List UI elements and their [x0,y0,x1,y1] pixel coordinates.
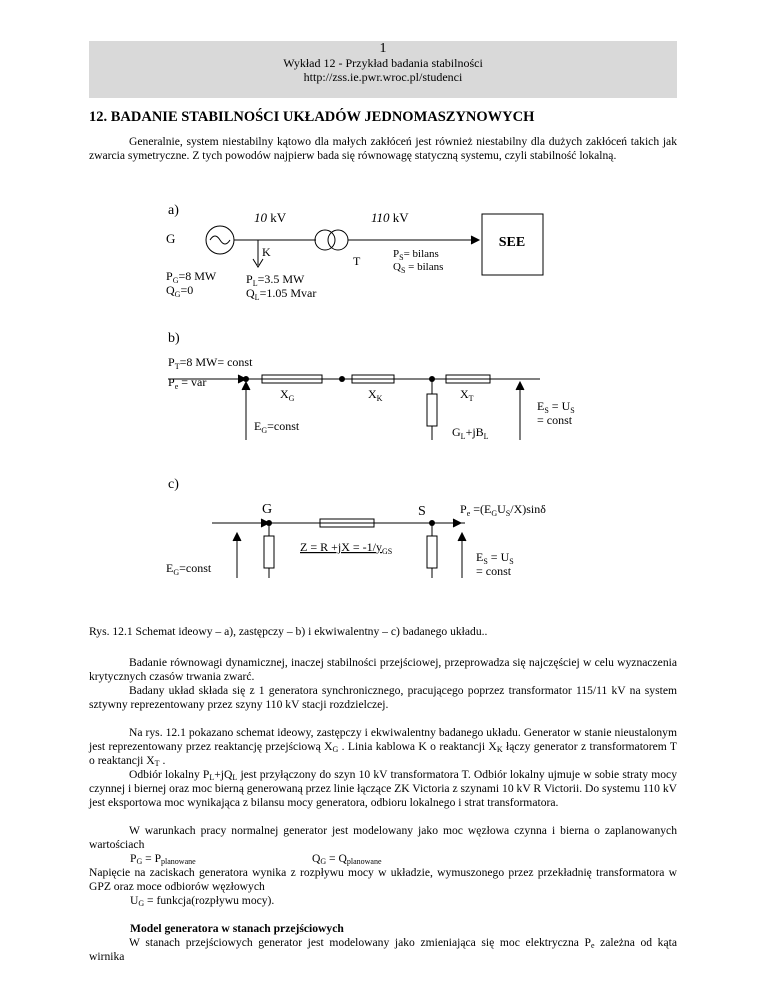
eg-arrow-icon [242,382,250,390]
es-arrow-icon-b [516,382,524,390]
label-g: G [166,231,176,246]
paragraph-5: W warunkach pracy normalnej generator jest modelowany jako moc węzłowa czynna i bierna o zaplanowanych wartościach [89,824,677,851]
label-qs: $Q_S$ = bilans [393,261,444,275]
shunt-g [264,536,274,568]
es-arrow-icon-c [458,533,466,541]
label-see: SEE [498,235,526,250]
figure-a-label: a) [168,203,179,218]
sine-icon [210,236,230,244]
equation-qg: $Q_G = Q_{planowane}$ [312,852,382,866]
label-k: K [262,245,271,259]
label-pe-var: $P_e$ = var [168,375,207,391]
label-qg: $Q_G=0$ [166,283,194,299]
label-t: T [353,254,361,268]
label-es-b: $E_S = U_S$ [537,399,575,415]
header-url: http://zss.ie.pwr.wroc.pl/studenci [303,70,463,84]
figure-a [166,203,543,302]
shunt-gl [427,394,437,426]
paragraph-3: Na rys. 12.1 pokazano schemat ideowy, zastępczy i ekwiwalentny badanego układu. Generator w stanie nieustalonym jest reprezentowany przez reaktancję przejściową $X_G$ . Linia kablowa K o reaktancji $X_K$ łączy generator z transformatorem T o reaktancji $X_T$ . [89,726,677,768]
label-xt: $X_T$ [460,387,474,403]
equation-ug: $U_G$ = funkcja(rozpływu mocy). [130,894,275,908]
paragraph-4: Odbiór lokalny $P_L+jQ_L$ jest przyłączony do szyn 10 kV transformatora T. Odbiór lokalny ujmuje w sobie straty mocy czynnej i biernej oraz moc bierną generowaną przez linie łączące ZK Victoria z szynami 10 kV R Victorii. Do systemu 110 kV jest eksportowa moc wynikająca z bilansu mocy generatora, odbioru lokalnego i strat transformatora. [89,768,677,809]
arrow-to-see-icon [471,236,479,244]
label-pg: $P_G=8$ MW [166,269,217,285]
label-es-b-const: = const [537,413,573,427]
figure-b [168,331,575,441]
node-b1 [339,376,345,382]
figure-caption: Rys. 12.1 Schemat ideowy – a), zastępczy – b) i ekwiwalentny – c) badanego układu.. [89,625,488,638]
label-es-c-const: = const [476,564,512,578]
label-eg-c: $E_G=const$ [166,561,212,577]
label-gl: $G_L+jB_L$ [452,425,489,441]
label-xg: $X_G$ [280,387,295,403]
page-number: 1 [379,41,387,56]
subsection-heading: Model generatora w stanach przejściowych [130,922,344,935]
arrow-c-right-icon [453,519,461,527]
label-ps: $P_S=$ bilans [393,248,439,262]
label-110kv: 110 kV [371,210,409,225]
label-s-c: S [418,504,426,519]
paragraph-7: W stanach przejściowych generator jest modelowany jako zmieniająca się moc elektryczna $P_e$ zależna od kąta wirnika [89,936,677,963]
section-title: 12. BADANIE STABILNOŚCI UKŁADÓW JEDNOMASZYNOWYCH [89,109,535,125]
label-es-c: $E_S = U_S$ [476,550,514,566]
figure-b-label: b) [168,331,180,346]
paragraph-1: Badanie równowagi dynamicznej, inaczej stabilności przejściowej, przeprowadza się najczęściej w celu wyznaczenia krytycznych czasów trwania zwarć. [89,656,677,683]
label-z: $Z = R +jX = -1/y_{GS}$ [300,540,393,556]
paragraph-2: Badany układ składa się z 1 generatora synchronicznego, pracującego poprzez transformator 115/11 kV na system sztywny reprezentowany przez szyny 110 kV stacji rozdzielczej. [89,684,677,711]
shunt-s [427,536,437,568]
label-ql: $Q_L=1.05$ Mvar [246,286,317,302]
transformer-winding-1 [315,230,335,250]
equation-pg: $P_G = P_{planowane}$ [130,852,196,866]
label-xk: $X_K$ [368,387,383,403]
label-pe-formula: $P_e =(E_GU_S/X)\sin\delta$ [460,502,546,518]
label-eg-b: $E_G=const$ [254,419,300,435]
label-pl: $P_L=3.5$ MW [246,272,305,288]
intro-paragraph: Generalnie, system niestabilny kątowo dla małych zakłóceń jest również niestabilny dla dużych zakłóceń takich jak zwarcia symetryczne. Z tych powodów najpierw bada się równowagę statyczną systemu, czyli stabilność lokalną. [89,135,677,162]
figure-c-label: c) [168,477,179,492]
label-pt: $P_T=8$ MW= const [168,355,253,371]
label-10kv: 10 kV [254,210,287,225]
paragraph-6: Napięcie na zaciskach generatora wynika z rozpływu mocy w układzie, wymuszonego przez przekładnię transformatora w GPZ oraz moce odbiorów węzłowych [89,866,677,893]
figure-c [166,477,546,578]
eg-arrow-icon-c [233,533,241,541]
header-lecture-title: Wykład 12 - Przykład badania stabilności [283,56,483,70]
label-g-c: G [262,502,273,517]
transformer-winding-2 [328,230,348,250]
